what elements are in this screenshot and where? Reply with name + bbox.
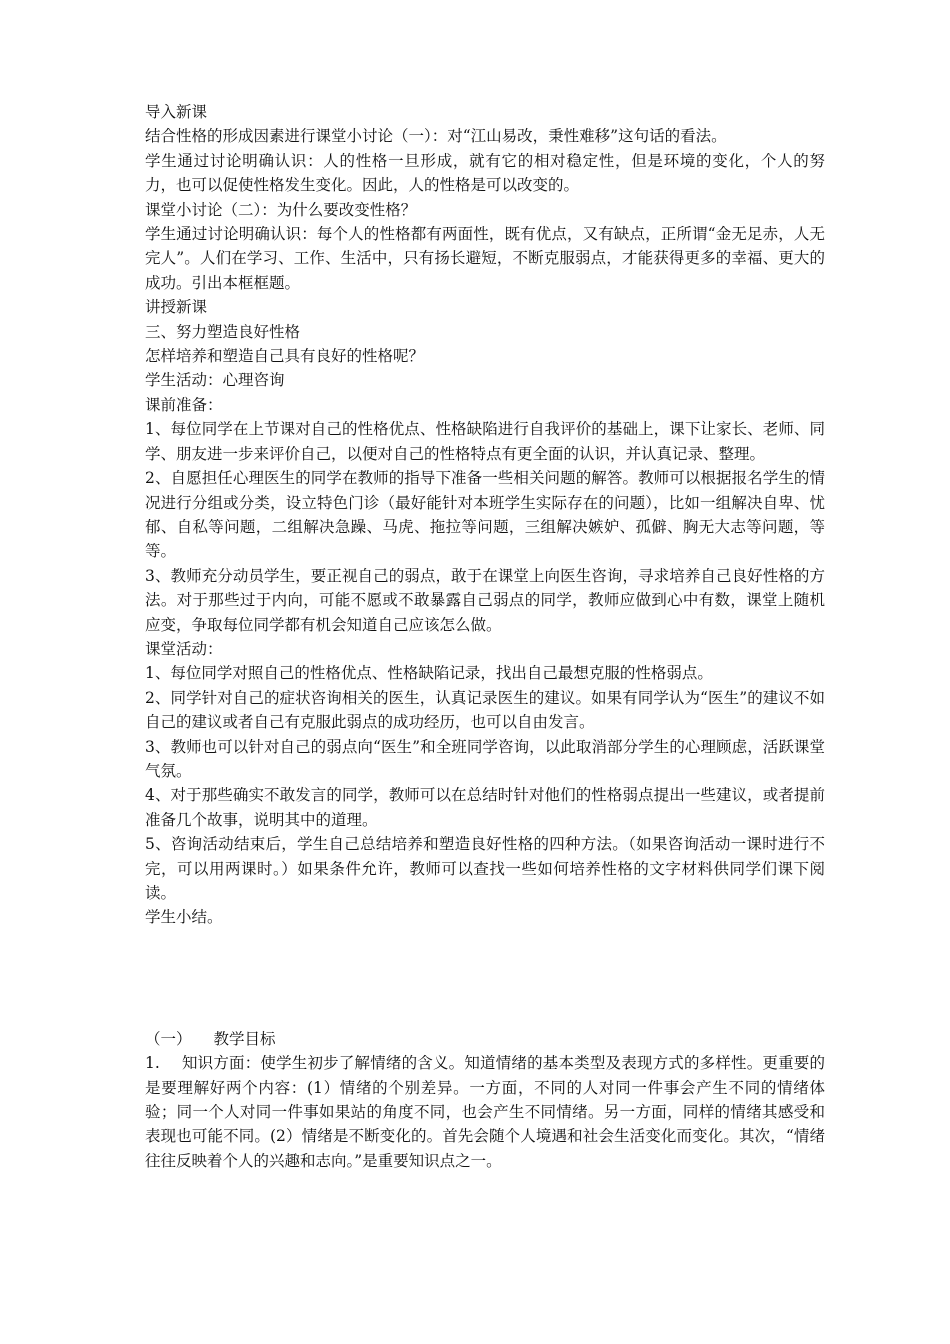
section-gap <box>145 930 825 1027</box>
class-heading: 课堂活动： <box>145 639 223 658</box>
prep-item: 1、每位同学在上节课对自己的性格优点、性格缺陷进行自我评价的基础上，课下让家长、老师、同学、朋友进一步来评价自己，以便对自己的性格特点有更全面的认识，并认真记录、整理。 <box>145 420 825 463</box>
conclusion-two: 学生通过讨论明确认识：每个人的性格都有两面性，既有优点，又有缺点，正所谓“金无足赤，人无完人”。人们在学习、工作、生活中，只有扬长避短，不断克服弱点，才能获得更多的幸福、更大的成功。引出本框框题。 <box>145 225 825 292</box>
objectives-heading <box>145 1027 825 1051</box>
prep-item: 2、自愿担任心理医生的同学在教师的指导下准备一些相关问题的解答。教师可以根据报名学生的情况进行分组或分类，设立特色门诊（最好能针对本班学生实际存在的问题），比如一组解决自卑、忧郁、自私等问题，二组解决急躁、马虎、拖拉等问题，三组解决嫉妒、孤僻、胸无大志等问题，等等。 <box>145 469 825 561</box>
conclusion-one: 学生通过讨论明确认识：人的性格一旦形成，就有它的相对稳定性，但是环境的变化，个人的努力，也可以促使性格发生变化。因此，人的性格是可以改变的。 <box>145 151 825 195</box>
heading-teach: 讲授新课 <box>145 298 208 317</box>
objectives-heading-number: （一） <box>145 1029 192 1048</box>
heading-section-three: 三、努力塑造良好性格 <box>145 322 301 341</box>
discussion-two: 课堂小讨论（二）：为什么要改变性格？ <box>145 200 417 219</box>
discussion-one: 结合性格的形成因素进行课堂小讨论（一）：对“江山易改，秉性难移”这句话的看法。 <box>145 127 727 146</box>
activity-line: 学生活动：心理咨询 <box>145 371 285 390</box>
class-item: 3、教师也可以针对自己的弱点向“医生”和全班同学咨询，以此取消部分学生的心理顾虑，活跃课堂气氛。 <box>145 737 825 780</box>
class-item: 4、对于那些确实不敢发言的同学，教师可以在总结时针对他们的性格弱点提出一些建议，或者提前准备几个故事，说明其中的道理。 <box>145 786 825 829</box>
objective-item <box>145 1051 825 1173</box>
class-item: 1、每位同学对照自己的性格优点、性格缺陷记录，找出自己最想克服的性格弱点。 <box>145 664 713 683</box>
objective-item-text: 知识方面：使学生初步了解情绪的含义。知道情绪的基本类型及表现方式的多样性。更重要的是要理解好两个内容：(1）情绪的个别差异。一方面，不同的人对同一件事会产生不同的情绪体验；同一个人对同一件事如果站的角度不同，也会产生不同情绪。另一方面，同样的情绪其感受和表现也可能不同。(2）情绪是不断变化的。首先会随个人境遇和社会生活变化而变化。其次，“情绪往往反映着个人的兴趣和志向。”是重要知识点之一。 <box>145 1054 825 1170</box>
summary-line: 学生小结。 <box>145 908 223 927</box>
document-body <box>145 100 825 1173</box>
prep-heading: 课前准备： <box>145 395 223 414</box>
objective-item-number: 1. <box>145 1054 160 1073</box>
question-line: 怎样培养和塑造自己具有良好的性格呢？ <box>145 347 425 366</box>
prep-item: 3、教师充分动员学生，要正视自己的弱点，敢于在课堂上向医生咨询，寻求培养自己良好性格的方法。对于那些过于内向，可能不愿或不敢暴露自己弱点的同学，教师应做到心中有数，课堂上随机应变，争取每位同学都有机会知道自己应该怎么做。 <box>145 566 825 634</box>
objectives-heading-text: 教学目标 <box>213 1029 276 1048</box>
class-item: 2、同学针对自己的症状咨询相关的医生，认真记录医生的建议。如果有同学认为“医生”的建议不如自己的建议或者自己有克服此弱点的成功经历，也可以自由发言。 <box>145 688 825 732</box>
class-item: 5、咨询活动结束后，学生自己总结培养和塑造良好性格的四种方法。（如果咨询活动一课时进行不完，可以用两课时。）如果条件允许，教师可以查找一些如何培养性格的文字材料供同学们课下阅读。 <box>145 835 825 902</box>
heading-intro: 导入新课 <box>145 103 208 121</box>
